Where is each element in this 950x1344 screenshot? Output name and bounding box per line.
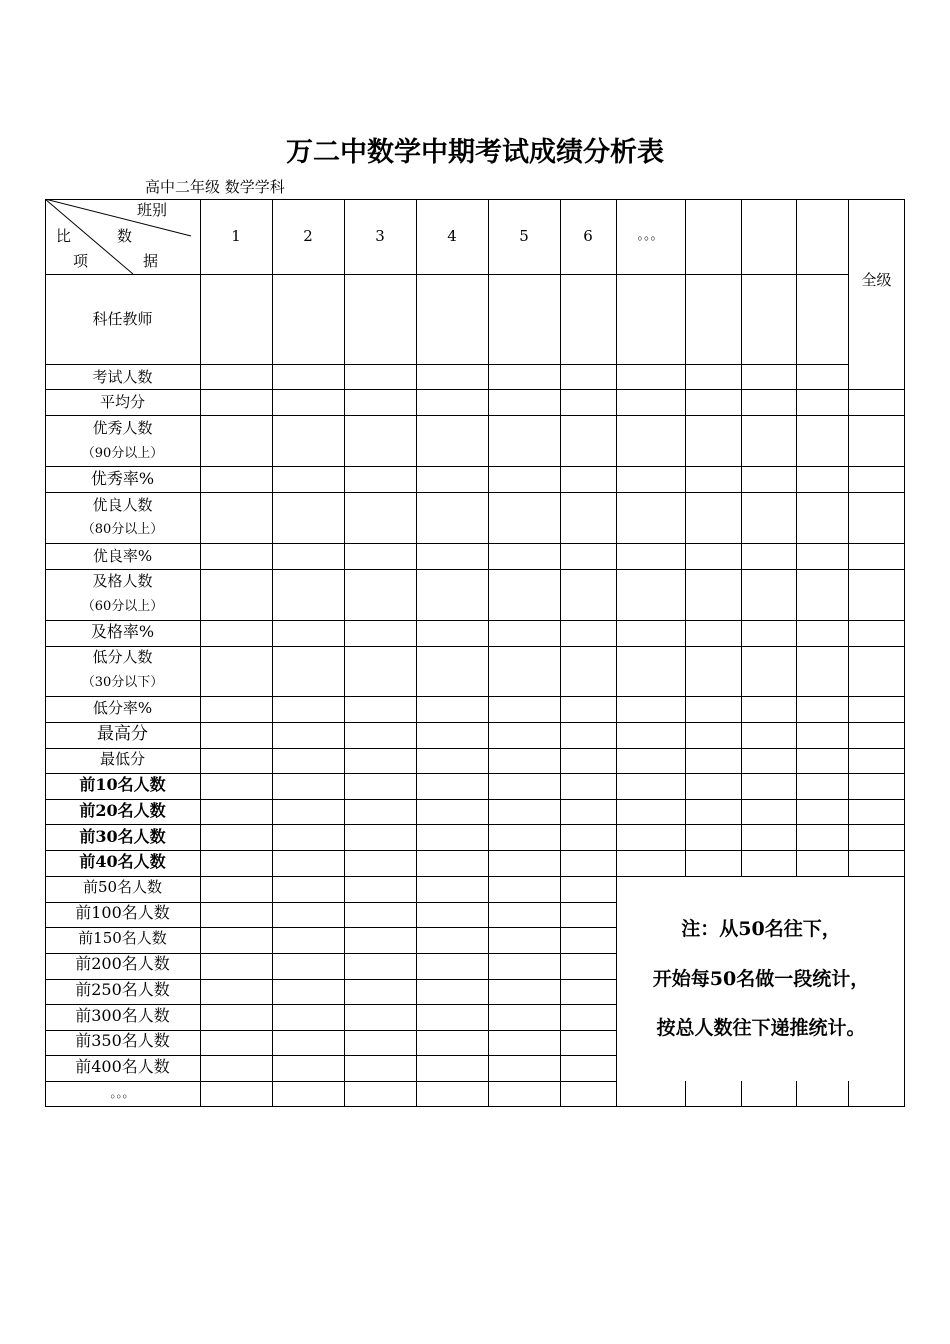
row-label-highest: 最高分: [97, 724, 148, 744]
row-label-top150: 前150名人数: [78, 929, 167, 947]
column-header-2: 2: [303, 227, 313, 245]
row-label-average: 平均分: [99, 393, 145, 411]
row-label-good-rate: 优良率%: [92, 547, 153, 565]
row-label-top10: 前10名人数: [79, 775, 166, 794]
note-line-3: 按总人数往下递推统计。: [656, 1017, 866, 1039]
row-label-top300: 前300名人数: [75, 1006, 170, 1025]
column-header-3: 3: [375, 227, 385, 245]
row-label-excellent-rate: 优秀率%: [90, 469, 155, 488]
row-label-pass-count: 及格人数: [92, 572, 153, 590]
row-label-top350: 前350名人数: [75, 1031, 170, 1050]
row-label-top100: 前100名人数: [75, 903, 170, 922]
row-label-top20: 前20名人数: [79, 801, 166, 820]
row-label-pass-rate: 及格率%: [90, 622, 155, 641]
row-label-top40: 前40名人数: [79, 852, 166, 871]
row-sublabel-pass: （60分以上）: [81, 599, 164, 614]
row-label-exam-count: 考试人数: [92, 368, 153, 386]
row-label-good-count: 优良人数: [92, 496, 153, 514]
row-sublabel-good: （80分以上）: [81, 522, 164, 537]
header-char-shu: 数: [117, 227, 133, 245]
row-label-low-count: 低分人数: [92, 648, 153, 666]
header-char-ju: 据: [143, 252, 159, 270]
column-header-4: 4: [447, 227, 457, 245]
row-label-top30: 前30名人数: [79, 827, 166, 846]
header-class-label: 班别: [137, 201, 168, 219]
header-char-bi: 比: [56, 227, 72, 245]
note-line-1: 注：从50名往下，: [681, 918, 841, 940]
row-label-lowest: 最低分: [99, 750, 145, 768]
row-label-top250: 前250名人数: [75, 980, 170, 999]
row-label-teacher: 科任教师: [92, 310, 153, 328]
column-header-ellipsis: 。。。: [637, 228, 664, 243]
row-label-excellent-count: 优秀人数: [92, 419, 153, 437]
score-analysis-table: [45, 199, 905, 1107]
row-label-ellipsis: 。。。: [110, 1086, 135, 1100]
row-label-top200: 前200名人数: [75, 954, 170, 973]
row-label-low-rate: 低分率%: [92, 699, 153, 717]
grade-subject-caption: 高中二年级 数学学科: [145, 178, 285, 196]
note-line-2: 开始每50名做一段统计，: [652, 968, 870, 990]
page-title: 万二中数学中期考试成绩分析表: [286, 137, 664, 168]
row-label-top50: 前50名人数: [82, 878, 163, 896]
column-header-5: 5: [519, 227, 529, 245]
column-header-6: 6: [583, 227, 593, 245]
row-label-top400: 前400名人数: [75, 1057, 170, 1076]
row-sublabel-excellent: （90分以上）: [81, 446, 164, 461]
header-char-xiang: 项: [73, 252, 89, 270]
column-header-overall: 全级: [861, 271, 892, 289]
row-sublabel-low: （30分以下）: [81, 675, 164, 690]
column-header-1: 1: [231, 227, 241, 245]
